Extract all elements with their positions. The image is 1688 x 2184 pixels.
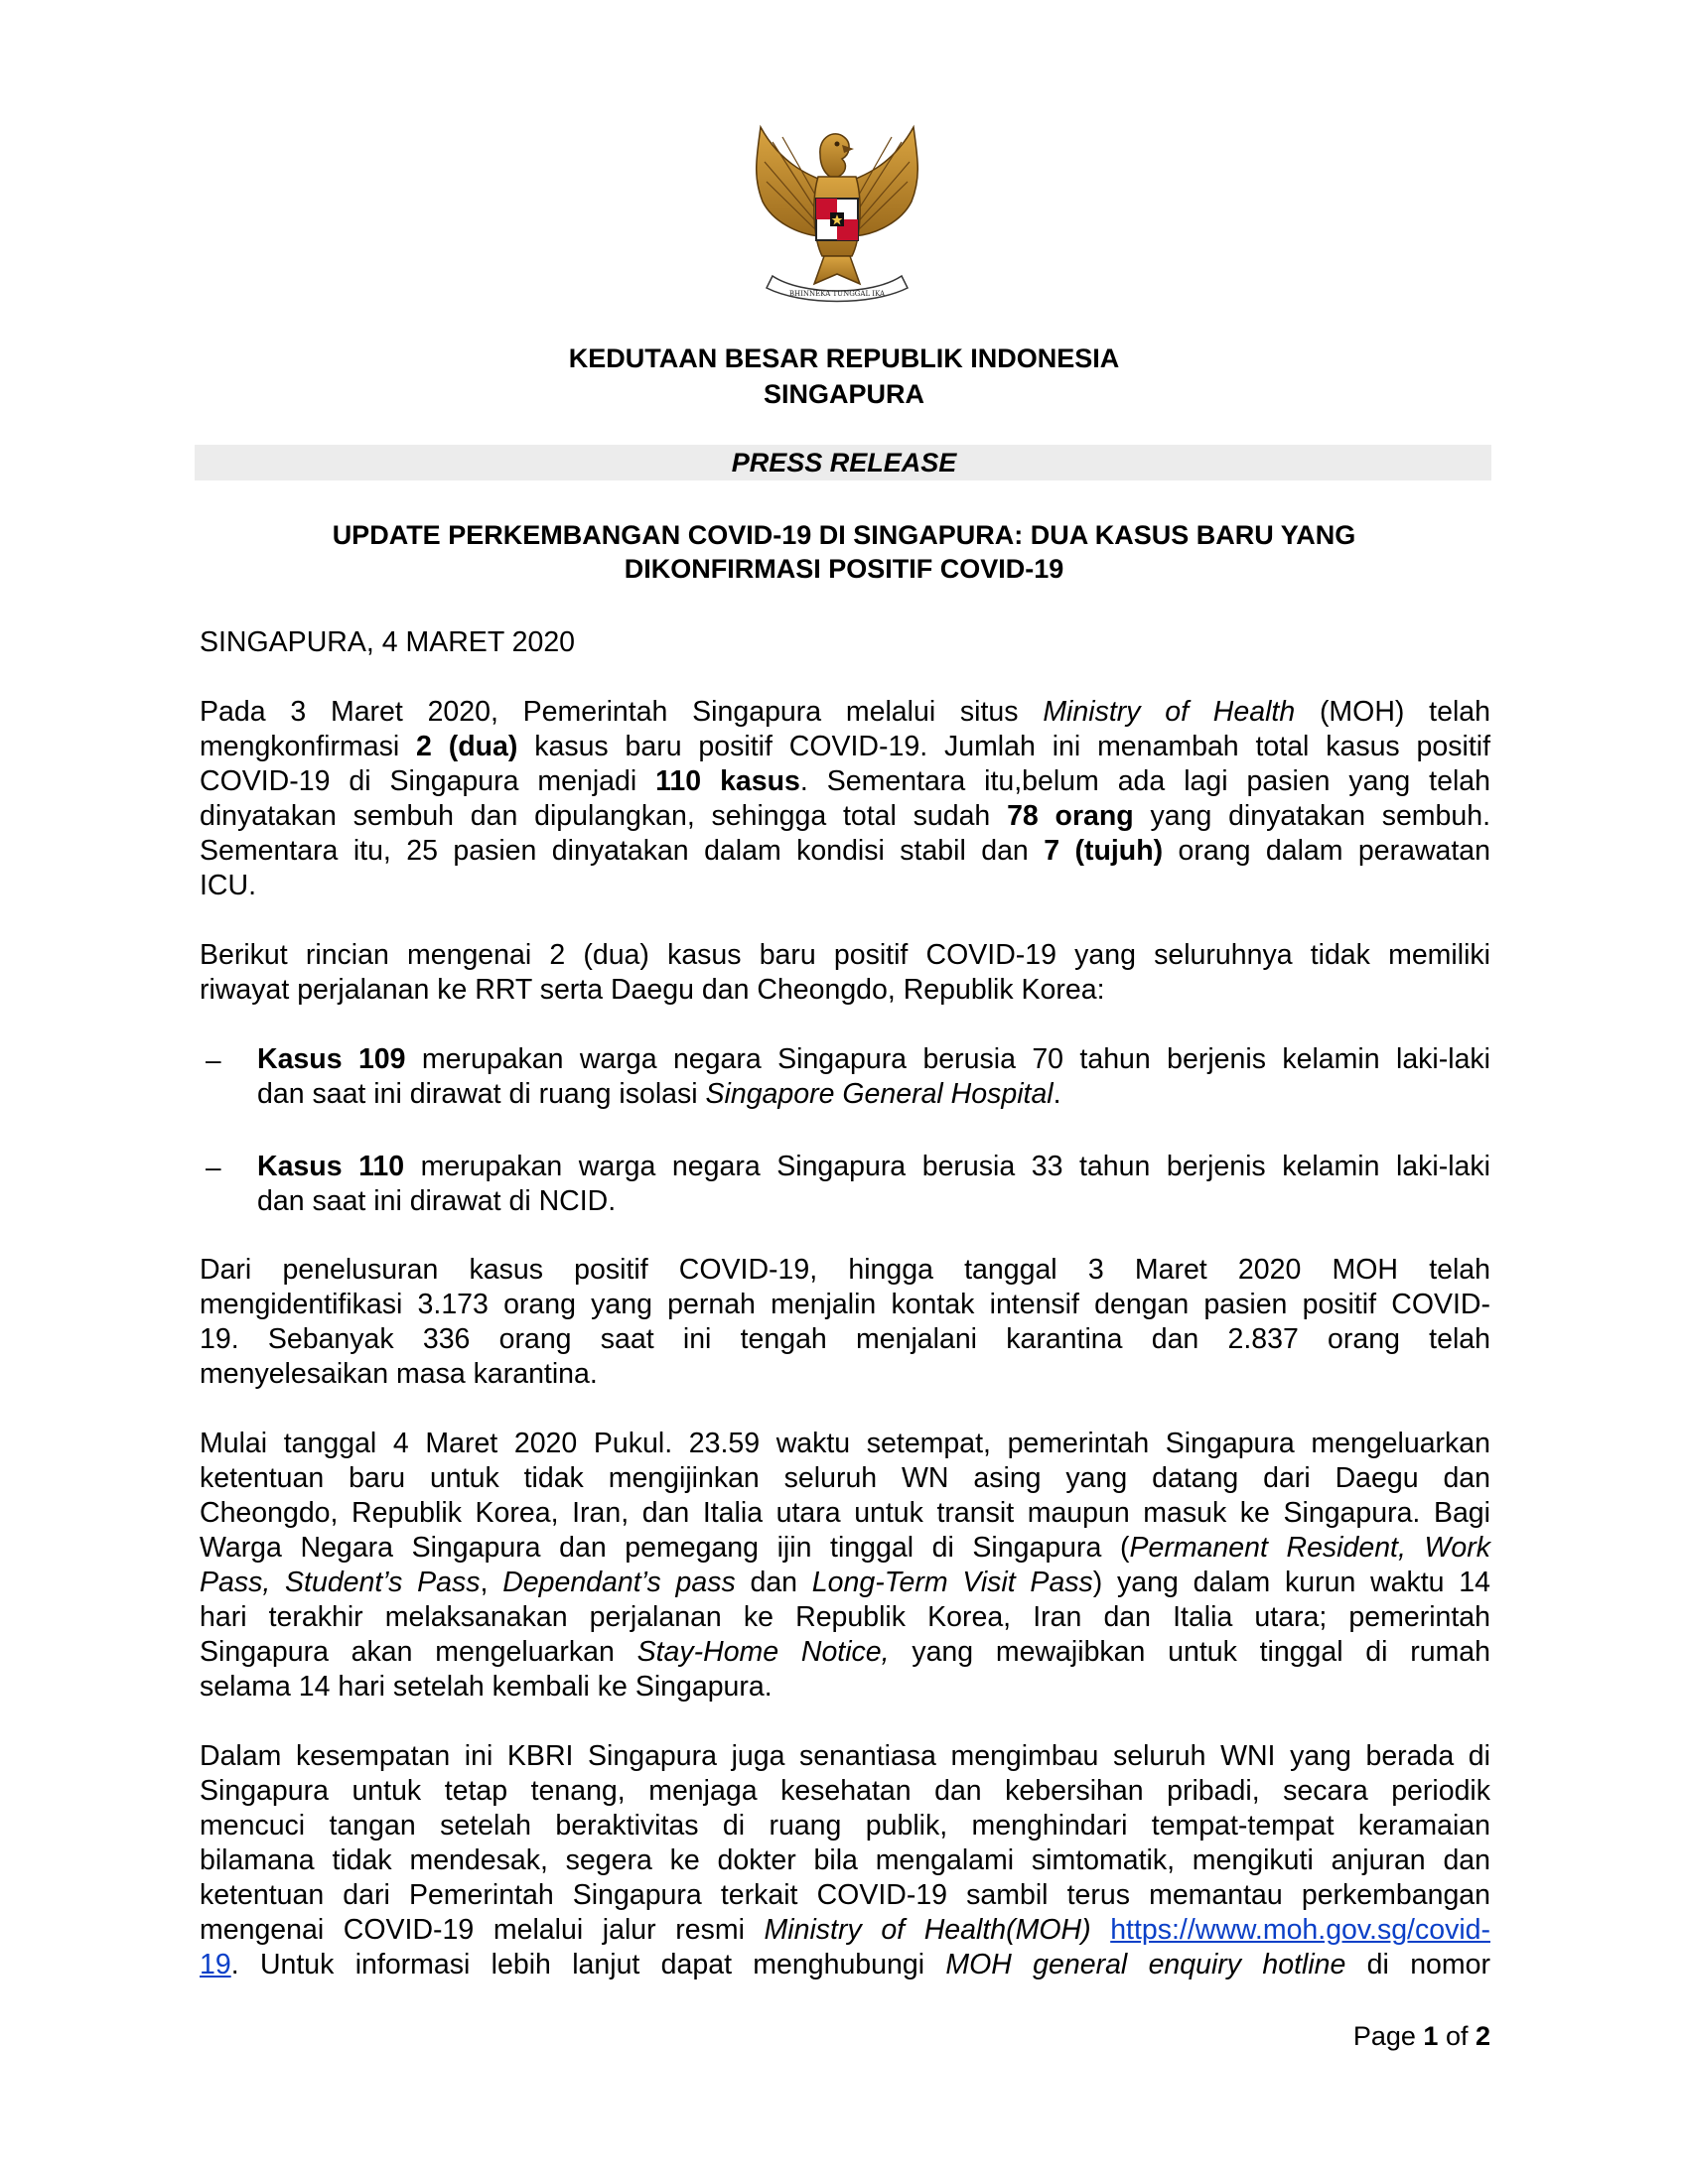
document-title-line-1: UPDATE PERKEMBANGAN COVID-19 DI SINGAPURA: DUA KASUS BARU YANG (332, 520, 1356, 550)
press-release-label: PRESS RELEASE (731, 448, 957, 478)
dateline: SINGAPURA, 4 MARET 2020 (200, 626, 576, 658)
list-item-case-110: Kasus 110 merupakan warga negara Singapura berusia 33 tahun berjenis kelamin laki-laki dan saat ini dirawat di NCID. (257, 1151, 1490, 1217)
paragraph-4: Mulai tanggal 4 Maret 2020 Pukul. 23.59 waktu setempat, pemerintah Singapura mengeluarkan ketentuan baru untuk tidak mengijinkan seluruh WN asing yang datang dari Daegu dan Cheongdo, Republik Korea, Iran, dan Italia utara untuk transit maupun masuk ke Singapura. Bagi Warga Negara Singapura dan pemegang ijin tinggal di Singapura (Permanent Resident, Work Pass, Student’s Pass, Dependant’s pass dan Long-Term Visit Pass) yang dalam kurun waktu 14 hari terakhir melaksanakan perjalanan ke Republik Korea, Iran dan Italia utara; pemerintah Singapura akan mengeluarkan Stay-Home Notice, yang mewajibkan untuk tinggal di rumah selama 14 hari setelah kembali ke Singapura. (200, 1428, 1491, 1703)
bullet-dash-icon: – (206, 1044, 221, 1075)
header-embassy-name: KEDUTAAN BESAR REPUBLIK INDONESIA (568, 343, 1120, 373)
bullet-dash-icon: – (206, 1152, 221, 1182)
paragraph-2: Berikut rincian mengenai 2 (dua) kasus baru positif COVID-19 yang seluruhnya tidak memiliki riwayat perjalanan ke RRT serta Daegu dan Cheongdo, Republik Korea: (200, 939, 1490, 1006)
garuda-emblem-icon (743, 107, 931, 306)
moh-covid-link[interactable]: https://www.moh.gov.sg/covid- (1110, 1914, 1490, 1946)
paragraph-3: Dari penelusuran kasus positif COVID-19, hingga tanggal 3 Maret 2020 MOH telah mengidentifikasi 3.173 orang yang pernah menjalin kontak intensif dengan pasien positif COVID- 19. Sebanyak 336 orang saat ini tengah menjalani karantina dan 2.837 orang telah menyelesaikan masa karantina. (200, 1254, 1490, 1390)
svg-text:BHINNEKA TUNGGAL IKA: BHINNEKA TUNGGAL IKA (788, 290, 886, 298)
paragraph-5: Dalam kesempatan ini KBRI Singapura juga senantiasa mengimbau seluruh WNI yang berada di Singapura untuk tetap tenang, menjaga kesehatan dan kebersihan pribadi, secara periodik mencuci tangan setelah beraktivitas di ruang publik, menghindari tempat-tempat keramaian bilamana tidak mendesak, segera ke dokter bila mengalami simtomatik, mengikuti anjuran dan ketentuan dari Pemerintah Singapura terkait COVID-19 sambil terus memantau perkembangan mengenai COVID-19 melalui jalur resmi Ministry of Health(MOH) https://www.moh.gov.sg/covid- 19. Untuk informasi lebih lanjut dapat menghubungi MOH general enquiry hotline di nomor (200, 1740, 1490, 1980)
page-number: Page 1 of 2 (1352, 2021, 1490, 2051)
document-title-line-2: DIKONFIRMASI POSITIF COVID-19 (624, 554, 1064, 584)
header-city: SINGAPURA (763, 379, 924, 409)
moh-covid-link-continued[interactable]: 19 (200, 1949, 231, 1980)
paragraph-1: Pada 3 Maret 2020, Pemerintah Singapura melalui situs Ministry of Health (MOH) telah mengkonfirmasi 2 (dua) kasus baru positif COVID-19. Jumlah ini menambah total kasus positif COVID-19 di Singapura menjadi 110 kasus. Sementara itu,belum ada lagi pasien yang telah dinyatakan sembuh dan dipulangkan, sehingga total sudah 78 orang yang dinyatakan sembuh. Sementara itu, 25 pasien dinyatakan dalam kondisi stabil dan 7 (tujuh) orang dalam perawatan ICU. (200, 696, 1491, 901)
list-item-case-109: Kasus 109 merupakan warga negara Singapura berusia 70 tahun berjenis kelamin laki-laki dan saat ini dirawat di ruang isolasi Singapore General Hospital. (257, 1043, 1491, 1110)
